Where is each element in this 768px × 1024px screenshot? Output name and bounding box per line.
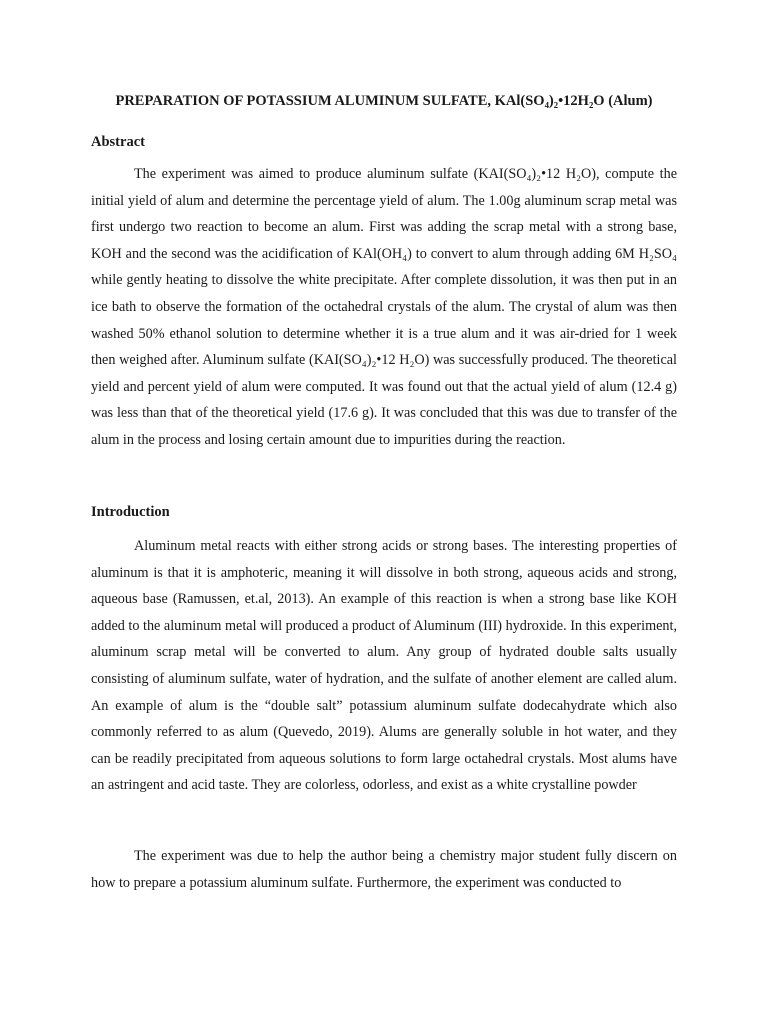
introduction-heading: Introduction bbox=[91, 504, 170, 520]
introduction-paragraph: Aluminum metal reacts with either strong acids or strong bases. The interesting properties of aluminum is that it is amphoteric, meaning it will dissolve in both strong, aqueous acids and strong, aqueous base (Ramussen, et.al, 2013). An example of this reaction is when a strong base like KOH added to the aluminum metal will produced a product of Aluminum (III) hydroxide. In this experiment, aluminum scrap metal will be converted to alum. Any group of hydrated double salts usually consisting of aluminum sulfate, water of hydration, and the sulfate of another element are called alum. An example of alum is the “double salt” potassium aluminum sulfate dodecahydrate which also commonly referred to as alum (Quevedo, 2019). Alums are generally soluble in hot water, and they can be readily precipitated from aqueous solutions to form large octahedral crystals. Most alums have an astringent and acid taste. They are colorless, odorless, and exist as a white crystalline powder bbox=[91, 538, 677, 794]
purpose-paragraph: The experiment was due to help the author being a chemistry major student fully discern on how to prepare a potassium aluminum sulfate. Furthermore, the experiment was conducted to bbox=[91, 848, 677, 891]
abstract-heading: Abstract bbox=[91, 134, 145, 150]
abstract-paragraph: The experiment was aimed to produce aluminum sulfate (KAI(SO₄)₂•12 H₂O), compute the initial yield of alum and determine the percentage yield of alum. The 1.00g aluminum scrap metal was first undergo two reaction to become an alum. First was adding the scrap metal with a strong base, KOH and the second was the acidification of KAl(OH₄) to convert to alum through adding 6M H₂SO₄ while gently heating to dissolve the white precipitate. After complete dissolution, it was then put in an ice bath to observe the formation of the octahedral crystals of the alum. The crystal of alum was then washed 50% ethanol solution to determine whether it is a true alum and it was air-dried for 1 week then weighed after. Aluminum sulfate (KAI(SO₄)₂•12 H₂O) was successfully produced. The theoretical yield and percent yield of alum were computed. It was found out that the actual yield of alum (12.4 g) was less than that of the theoretical yield (17.6 g). It was concluded that this was due to transfer of the alum in the process and losing certain amount due to impurities during the reaction. bbox=[91, 166, 677, 448]
document-title: PREPARATION OF POTASSIUM ALUMINUM SULFATE, KAl(SO₄)₂•12H₂O (Alum) bbox=[115, 93, 653, 109]
